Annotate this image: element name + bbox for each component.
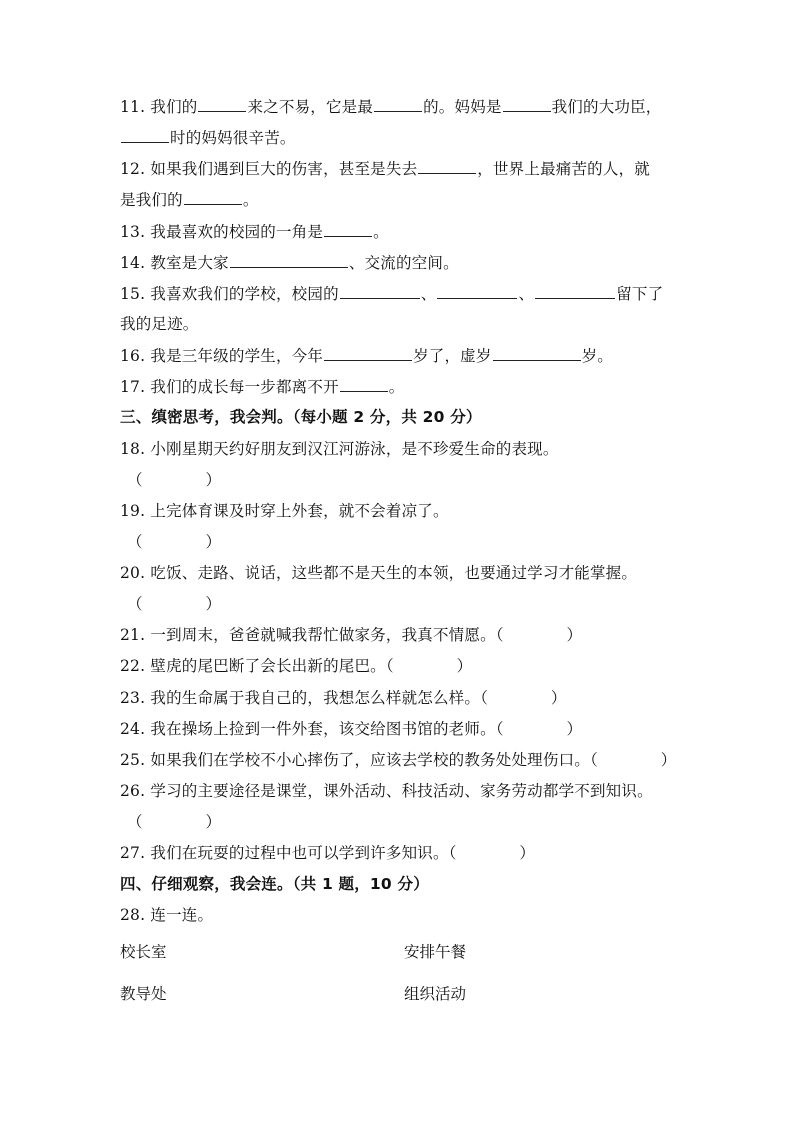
answer-blank[interactable] xyxy=(374,96,422,112)
question-24: 24. 我在操场上捡到一件外套，该交给图书馆的老师。（ ） xyxy=(120,720,583,738)
match-left-item[interactable]: 教导处 xyxy=(120,985,167,1003)
answer-blank[interactable] xyxy=(418,158,476,174)
question-25: 25. 如果我们在学校不小心摔伤了，应该去学校的教务处处理伤口。（ ） xyxy=(120,751,677,769)
section-3-heading: 三、缜密思考，我会判。（每小题 2 分，共 20 分） xyxy=(120,408,482,426)
match-right-item[interactable]: 组织活动 xyxy=(404,985,467,1003)
question-21: 21. 一到周末，爸爸就喊我帮忙做家务，我真不情愿。（ ） xyxy=(120,626,583,644)
answer-blank[interactable] xyxy=(503,96,551,112)
question-14: 14. 教室是大家 、交流的空间。 xyxy=(120,254,459,272)
answer-paren[interactable]: （ ） xyxy=(127,813,222,831)
question-19: 19. 上完体育课及时穿上外套，就不会着凉了。 xyxy=(120,502,449,520)
answer-blank[interactable] xyxy=(340,376,388,392)
question-13: 13. 我最喜欢的校园的一角是 。 xyxy=(120,223,389,241)
answer-blank[interactable] xyxy=(324,345,412,361)
answer-blank[interactable] xyxy=(324,221,372,237)
question-17: 17. 我们的成长每一步都离不开 。 xyxy=(120,378,405,396)
answer-blank[interactable] xyxy=(230,252,348,268)
question-12: 12. 如果我们遇到巨大的伤害，甚至是失去 ，世界上最痛苦的人，就 xyxy=(120,160,650,178)
question-15: 15. 我喜欢我们的学校，校园的 、 、 留下了 xyxy=(120,285,664,303)
question-11: 11. 我们的 来之不易，它是最 的。妈妈是 我们的大功臣， xyxy=(120,98,662,116)
answer-paren[interactable]: （ ） xyxy=(127,471,222,489)
question-20: 20. 吃饭、走路、说话，这些都不是天生的本领，也要通过学习才能掌握。 xyxy=(120,564,638,582)
answer-blank[interactable] xyxy=(535,283,615,299)
answer-blank[interactable] xyxy=(198,96,246,112)
answer-paren[interactable]: （ ） xyxy=(127,533,222,551)
answer-paren[interactable]: （ ） xyxy=(127,595,222,613)
question-15-cont: 我的足迹。 xyxy=(120,315,199,333)
question-18: 18. 小刚星期天约好朋友到汉江河游泳，是不珍爱生命的表现。 xyxy=(120,440,559,458)
question-16: 16. 我是三年级的学生，今年 岁了，虚岁 岁。 xyxy=(120,347,613,365)
answer-blank[interactable] xyxy=(121,127,169,143)
question-11-cont: 时的妈妈很辛苦。 xyxy=(120,127,296,148)
question-12-cont: 是我们的 。 xyxy=(120,191,259,209)
question-23: 23. 我的生命属于我自己的，我想怎么样就怎么样。（ ） xyxy=(120,689,567,707)
match-left-item[interactable]: 校长室 xyxy=(120,943,167,961)
answer-blank[interactable] xyxy=(184,189,242,205)
question-28: 28. 连一连。 xyxy=(120,906,214,924)
answer-blank[interactable] xyxy=(493,345,581,361)
question-27: 27. 我们在玩耍的过程中也可以学到许多知识。（ ） xyxy=(120,844,536,862)
question-22: 22. 壁虎的尾巴断了会长出新的尾巴。（ ） xyxy=(120,657,473,675)
question-26: 26. 学习的主要途径是课堂，课外活动、科技活动、家务劳动都学不到知识。 xyxy=(120,782,653,800)
match-right-item[interactable]: 安排午餐 xyxy=(404,943,467,961)
section-4-heading: 四、仔细观察，我会连。（共 1 题，10 分） xyxy=(120,875,429,893)
answer-blank[interactable] xyxy=(437,283,517,299)
answer-blank[interactable] xyxy=(340,283,420,299)
